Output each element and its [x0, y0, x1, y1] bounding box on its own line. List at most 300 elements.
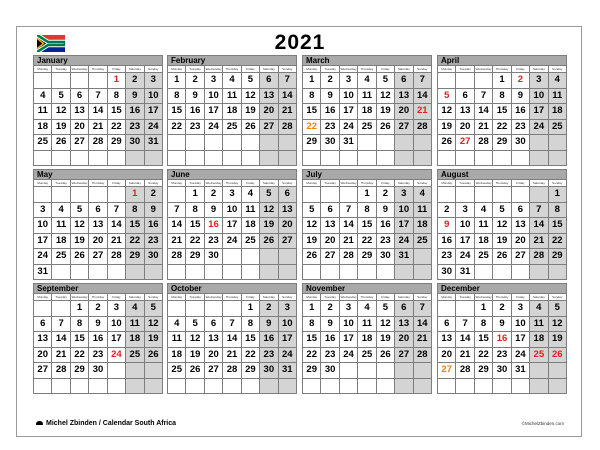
empty-cell: [321, 264, 339, 280]
day-cell: 22: [474, 347, 492, 363]
day-cell: 22: [303, 347, 321, 363]
empty-cell: [395, 150, 413, 166]
day-cell: 30: [204, 249, 222, 265]
day-cell: 10: [144, 88, 162, 104]
empty-cell: [413, 150, 431, 166]
day-cell: 19: [144, 332, 162, 348]
weekday-label: Tuesday: [321, 180, 339, 187]
empty-cell: [70, 73, 88, 89]
day-cell: 1: [493, 73, 511, 89]
day-cell: 6: [456, 88, 474, 104]
empty-cell: [204, 378, 222, 394]
empty-cell: [126, 150, 144, 166]
day-cell: 21: [530, 233, 548, 249]
day-cell: 2: [376, 187, 394, 203]
empty-cell: [223, 264, 241, 280]
empty-cell: [413, 135, 431, 151]
day-cell: 14: [530, 218, 548, 234]
day-cell: 13: [395, 88, 413, 104]
weekday-label: Wednesday: [475, 66, 492, 71]
day-cell: 29: [126, 249, 144, 265]
day-cell: 16: [126, 104, 144, 120]
day-cell: 30: [438, 264, 456, 280]
day-cell: 15: [70, 332, 88, 348]
day-cell: 5: [303, 202, 321, 218]
day-cell: 9: [186, 88, 204, 104]
weekday-label: Thursday: [89, 66, 107, 73]
day-cell: 7: [278, 73, 296, 89]
day-cell: 18: [413, 218, 431, 234]
day-cell: 10: [223, 202, 241, 218]
day-cell: 12: [303, 218, 321, 234]
day-cell: 20: [204, 347, 222, 363]
day-cell: 29: [493, 135, 511, 151]
day-cell: 13: [89, 218, 107, 234]
empty-cell: [548, 378, 566, 394]
day-cell: 6: [395, 301, 413, 317]
day-cell: 8: [241, 316, 259, 332]
month-december: [437, 283, 567, 394]
day-cell: 24: [395, 233, 413, 249]
empty-cell: [70, 150, 88, 166]
day-cell: 4: [530, 301, 548, 317]
day-cell: 29: [186, 249, 204, 265]
empty-cell: [530, 264, 548, 280]
empty-cell: [107, 150, 125, 166]
weekday-label: Friday: [376, 66, 394, 73]
empty-cell: [321, 187, 339, 203]
day-cell: 16: [511, 104, 529, 120]
day-cell: 28: [530, 249, 548, 265]
month-february: [167, 55, 297, 166]
month-name: March: [302, 55, 432, 65]
day-cell: 24: [339, 347, 357, 363]
day-cell: 18: [241, 218, 259, 234]
day-cell: 17: [223, 218, 241, 234]
day-cell: 16: [186, 104, 204, 120]
empty-cell: [511, 187, 529, 203]
month-september: [33, 283, 163, 394]
day-cell: 2: [89, 301, 107, 317]
month-day-grid: [302, 179, 432, 280]
day-cell: 1: [303, 301, 321, 317]
empty-cell: [107, 264, 125, 280]
weekday-label: Sunday: [278, 294, 296, 301]
day-cell: 18: [52, 233, 70, 249]
day-cell: 26: [260, 233, 278, 249]
day-cell: 1: [303, 73, 321, 89]
empty-cell: [376, 378, 394, 394]
empty-cell: [358, 264, 376, 280]
day-cell: 25: [168, 363, 186, 379]
day-cell: 5: [144, 301, 162, 317]
weekday-label: Sunday: [278, 66, 296, 73]
month-name: September: [33, 283, 163, 293]
day-cell: 9: [260, 316, 278, 332]
day-cell: 3: [511, 301, 529, 317]
day-cell: 13: [456, 104, 474, 120]
day-cell: 15: [303, 104, 321, 120]
day-cell: 21: [339, 233, 357, 249]
empty-cell: [52, 264, 70, 280]
empty-cell: [107, 363, 125, 379]
weekday-label: Tuesday: [186, 180, 204, 187]
day-cell: 8: [168, 88, 186, 104]
weekday-label: Sunday: [413, 294, 431, 301]
weekday-label: Friday: [511, 66, 529, 73]
month-day-grid: [167, 293, 297, 394]
day-cell: 25: [223, 119, 241, 135]
day-cell: 20: [438, 347, 456, 363]
day-cell: 12: [70, 218, 88, 234]
empty-cell: [511, 150, 529, 166]
day-cell: 28: [413, 347, 431, 363]
day-cell: 17: [144, 104, 162, 120]
weekday-label: Wednesday: [340, 66, 357, 71]
empty-cell: [493, 150, 511, 166]
month-april: [437, 55, 567, 166]
day-cell: 13: [204, 332, 222, 348]
weekday-label: Wednesday: [340, 180, 357, 185]
empty-cell: [70, 264, 88, 280]
empty-cell: [168, 301, 186, 317]
weekday-label: Saturday: [126, 294, 144, 301]
day-cell: 5: [376, 301, 394, 317]
day-cell: 5: [241, 73, 259, 89]
weekday-label: Tuesday: [52, 180, 70, 187]
day-cell: 13: [70, 104, 88, 120]
empty-cell: [493, 187, 511, 203]
day-cell: 7: [413, 301, 431, 317]
month-day-grid: [437, 179, 567, 280]
day-cell: 16: [493, 332, 511, 348]
day-cell: 24: [530, 119, 548, 135]
day-cell: 15: [358, 218, 376, 234]
month-name: February: [167, 55, 297, 65]
day-cell: 10: [339, 316, 357, 332]
weekday-label: Monday: [34, 66, 52, 73]
day-cell: 18: [358, 332, 376, 348]
weekday-label: Thursday: [358, 66, 376, 73]
weekday-label: Wednesday: [475, 294, 492, 299]
weekday-label: Monday: [168, 180, 186, 187]
empty-cell: [52, 187, 70, 203]
month-day-grid: [302, 65, 432, 166]
day-cell: 27: [321, 249, 339, 265]
empty-cell: [70, 187, 88, 203]
day-cell: 31: [511, 363, 529, 379]
day-cell: 10: [339, 88, 357, 104]
day-cell: 27: [511, 249, 529, 265]
day-cell: 28: [456, 363, 474, 379]
empty-cell: [548, 264, 566, 280]
empty-cell: [530, 135, 548, 151]
day-cell: 19: [548, 332, 566, 348]
day-cell: 26: [70, 249, 88, 265]
empty-cell: [376, 363, 394, 379]
day-cell: 11: [413, 202, 431, 218]
month-name: June: [167, 169, 297, 179]
day-cell: 14: [413, 88, 431, 104]
weekday-label: Saturday: [395, 66, 413, 73]
day-cell: 23: [204, 233, 222, 249]
day-cell: 21: [52, 347, 70, 363]
day-cell: 2: [204, 187, 222, 203]
day-cell: 25: [126, 347, 144, 363]
day-cell: 14: [474, 104, 492, 120]
weekday-label: Friday: [107, 66, 125, 73]
day-cell: 17: [107, 332, 125, 348]
day-cell: 25: [358, 119, 376, 135]
empty-cell: [204, 264, 222, 280]
empty-cell: [438, 150, 456, 166]
day-cell: 28: [339, 249, 357, 265]
day-cell: 23: [438, 249, 456, 265]
empty-cell: [223, 150, 241, 166]
month-name: July: [302, 169, 432, 179]
day-cell: 24: [223, 233, 241, 249]
day-cell: 28: [89, 135, 107, 151]
empty-cell: [34, 301, 52, 317]
empty-cell: [438, 187, 456, 203]
day-cell: 1: [186, 187, 204, 203]
weekday-label: Friday: [376, 294, 394, 301]
empty-cell: [223, 378, 241, 394]
empty-cell: [204, 135, 222, 151]
day-cell: 30: [321, 363, 339, 379]
day-cell: 17: [339, 104, 357, 120]
weekday-label: Saturday: [260, 180, 278, 187]
empty-cell: [223, 301, 241, 317]
day-cell: 11: [548, 88, 566, 104]
weekday-label: Monday: [303, 294, 321, 301]
day-cell: 21: [413, 332, 431, 348]
day-cell: 23: [186, 119, 204, 135]
day-cell: 8: [303, 316, 321, 332]
day-cell: 22: [358, 233, 376, 249]
empty-cell: [530, 378, 548, 394]
day-cell: 1: [474, 301, 492, 317]
empty-cell: [260, 135, 278, 151]
empty-cell: [474, 378, 492, 394]
day-cell: 17: [456, 233, 474, 249]
day-cell: 14: [456, 332, 474, 348]
day-cell: 12: [438, 104, 456, 120]
day-cell: 23: [126, 119, 144, 135]
day-cell: 15: [303, 332, 321, 348]
empty-cell: [34, 378, 52, 394]
empty-cell: [395, 135, 413, 151]
day-cell: 6: [204, 316, 222, 332]
day-cell: 8: [303, 88, 321, 104]
day-cell: 27: [89, 249, 107, 265]
empty-cell: [89, 378, 107, 394]
weekday-label: Sunday: [278, 180, 296, 187]
empty-cell: [413, 363, 431, 379]
day-cell: 5: [260, 187, 278, 203]
day-cell: 7: [456, 316, 474, 332]
day-cell: 4: [52, 202, 70, 218]
empty-cell: [395, 264, 413, 280]
day-cell: 7: [168, 202, 186, 218]
weekday-label: Saturday: [530, 66, 548, 73]
day-cell: 9: [511, 88, 529, 104]
day-cell: 19: [493, 233, 511, 249]
footer-credit: [36, 420, 176, 427]
day-cell: 6: [511, 202, 529, 218]
day-cell: 5: [52, 88, 70, 104]
day-cell: 9: [204, 202, 222, 218]
day-cell: 1: [126, 187, 144, 203]
weekday-label: Thursday: [358, 294, 376, 301]
day-cell: 30: [511, 135, 529, 151]
day-cell: 22: [168, 119, 186, 135]
weekday-label: Friday: [376, 180, 394, 187]
day-cell: 12: [52, 104, 70, 120]
empty-cell: [107, 378, 125, 394]
day-cell: 27: [278, 233, 296, 249]
day-cell: 15: [126, 218, 144, 234]
empty-cell: [168, 135, 186, 151]
month-day-grid: [437, 65, 567, 166]
month-day-grid: [167, 179, 297, 280]
empty-cell: [186, 264, 204, 280]
empty-cell: [413, 264, 431, 280]
day-cell: 4: [548, 73, 566, 89]
month-march: [302, 55, 432, 166]
day-cell: 20: [70, 119, 88, 135]
day-cell: 14: [413, 316, 431, 332]
empty-cell: [376, 264, 394, 280]
day-cell: 6: [89, 202, 107, 218]
day-cell: 4: [241, 187, 259, 203]
footer-credit-text: Michel Zbinden / Calendar South Africa: [46, 420, 177, 427]
day-cell: 16: [204, 218, 222, 234]
day-cell: 22: [493, 119, 511, 135]
day-cell: 27: [204, 363, 222, 379]
empty-cell: [339, 264, 357, 280]
weekday-label: Saturday: [126, 180, 144, 187]
day-cell: 6: [260, 73, 278, 89]
day-cell: 18: [223, 104, 241, 120]
day-cell: 23: [511, 119, 529, 135]
day-cell: 1: [548, 187, 566, 203]
day-cell: 20: [321, 233, 339, 249]
weekday-label: Sunday: [548, 294, 566, 301]
empty-cell: [241, 150, 259, 166]
day-cell: 17: [395, 218, 413, 234]
empty-cell: [438, 378, 456, 394]
day-cell: 19: [260, 218, 278, 234]
day-cell: 24: [107, 347, 125, 363]
day-cell: 1: [358, 187, 376, 203]
empty-cell: [70, 378, 88, 394]
empty-cell: [186, 301, 204, 317]
day-cell: 28: [168, 249, 186, 265]
empty-cell: [34, 73, 52, 89]
day-cell: 11: [241, 202, 259, 218]
day-cell: 7: [339, 202, 357, 218]
day-cell: 12: [186, 332, 204, 348]
weekday-label: Thursday: [223, 180, 241, 187]
day-cell: 1: [241, 301, 259, 317]
weekday-label: Tuesday: [321, 66, 339, 73]
weekday-label: Sunday: [413, 66, 431, 73]
day-cell: 24: [278, 347, 296, 363]
empty-cell: [303, 264, 321, 280]
day-cell: 19: [52, 119, 70, 135]
day-cell: 8: [358, 202, 376, 218]
day-cell: 12: [376, 316, 394, 332]
empty-cell: [144, 264, 162, 280]
day-cell: 2: [321, 301, 339, 317]
empty-cell: [548, 150, 566, 166]
day-cell: 28: [107, 249, 125, 265]
empty-cell: [241, 264, 259, 280]
weekday-label: Thursday: [493, 294, 511, 301]
day-cell: 21: [223, 347, 241, 363]
month-day-grid: [437, 293, 567, 394]
empty-cell: [474, 73, 492, 89]
empty-cell: [186, 135, 204, 151]
day-cell: 31: [278, 363, 296, 379]
day-cell: 17: [34, 233, 52, 249]
empty-cell: [395, 378, 413, 394]
day-cell: 6: [278, 187, 296, 203]
day-cell: 30: [493, 363, 511, 379]
empty-cell: [456, 150, 474, 166]
empty-cell: [223, 249, 241, 265]
day-cell: 8: [126, 202, 144, 218]
day-cell: 22: [303, 119, 321, 135]
day-cell: 26: [548, 347, 566, 363]
day-cell: 18: [34, 119, 52, 135]
day-cell: 23: [144, 233, 162, 249]
day-cell: 4: [168, 316, 186, 332]
weekday-label: Thursday: [358, 180, 376, 187]
day-cell: 29: [107, 135, 125, 151]
day-cell: 31: [144, 135, 162, 151]
day-cell: 10: [511, 316, 529, 332]
day-cell: 14: [168, 218, 186, 234]
day-cell: 6: [395, 73, 413, 89]
day-cell: 12: [144, 316, 162, 332]
empty-cell: [413, 249, 431, 265]
day-cell: 15: [107, 104, 125, 120]
day-cell: 21: [89, 119, 107, 135]
day-cell: 1: [70, 301, 88, 317]
day-cell: 10: [204, 88, 222, 104]
day-cell: 12: [548, 316, 566, 332]
month-day-grid: [33, 65, 163, 166]
weekday-label: Tuesday: [52, 294, 70, 301]
day-cell: 26: [376, 119, 394, 135]
day-cell: 11: [52, 218, 70, 234]
day-cell: 12: [241, 88, 259, 104]
weekday-label: Saturday: [395, 294, 413, 301]
weekday-label: Saturday: [395, 180, 413, 187]
day-cell: 27: [34, 363, 52, 379]
day-cell: 2: [126, 73, 144, 89]
weekday-label: Sunday: [144, 66, 162, 73]
empty-cell: [530, 150, 548, 166]
day-cell: 9: [144, 202, 162, 218]
day-cell: 2: [493, 301, 511, 317]
empty-cell: [223, 135, 241, 151]
day-cell: 29: [474, 363, 492, 379]
day-cell: 25: [413, 233, 431, 249]
month-day-grid: [302, 293, 432, 394]
